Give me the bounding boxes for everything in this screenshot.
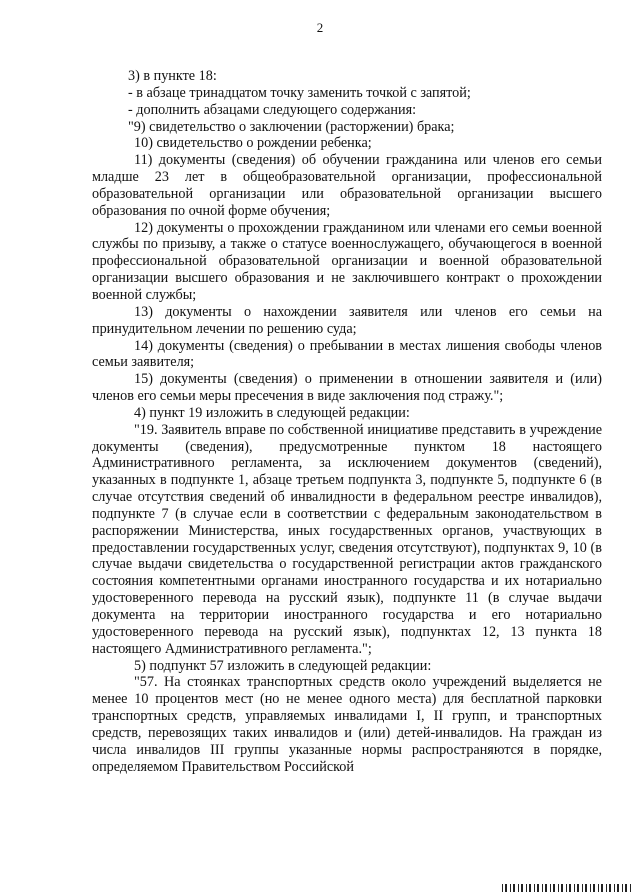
- paragraph: 14) документы (сведения) о пребывании в местах лишения свободы членов семьи заявителя;: [92, 337, 602, 371]
- paragraph: "19. Заявитель вправе по собственной инициативе представить в учреждение документы (сведения), предусмотренные пунктом 18 настоящего Административного регламента, за исключением документов (сведений), указанных в подпункте 1, абзаце третьем подпункта 3, подпункте 5, подпункте 6 (в случае отсутствия сведений об инвалидности в федеральном реестре инвалидов), подпункте 7 (в случае если в соответствии с федеральным законодательством в распоряжении Министерства, иных государственных органов, участвующих в предоставлении государственных услуг, сведения отсутствуют), подпунктах 9, 10 (в случае выдачи свидетельства о государственной регистрации актов гражданского состояния компетентными органами иностранного государства и их нотариально удостоверенного перевода на русский язык), подпункте 11 (в случае выдачи документа на территории иностранного государства и его нотариально удостоверенного перевода на русский язык), подпунктах 12, 13 пункта 18 настоящего Административного регламента.";: [92, 421, 602, 657]
- paragraph: 3) в пункте 18:: [128, 68, 217, 84]
- paragraph: 5) подпункт 57 изложить в следующей редакции:: [134, 657, 432, 674]
- paragraph: - дополнить абзацами следующего содержания:: [128, 101, 417, 118]
- paragraph: 4) пункт 19 изложить в следующей редакции:: [134, 404, 410, 421]
- scan-barcode-mark: [502, 884, 632, 892]
- paragraph: 11) документы (сведения) об обучении гражданина или членов его семьи младше 23 лет в общеобразовательной организации, профессиональной образовательной организации или образовательной организации высшего образования по очной форме обучения;: [92, 152, 602, 219]
- paragraph: "57. На стоянках транспортных средств около учреждений выделяется не менее 10 процентов мест (но не менее одного места) для бесплатной парковки транспортных средств, управляемых инвалидами I, II групп, и транспортных средств, перевозящих таких инвалидов и (или) детей-инвалидов. На граждан из числа инвалидов III группы указанные нормы распространяются в порядке, определяемом Правительством Российской: [92, 674, 602, 775]
- paragraph: 13) документы о нахождении заявителя или членов его семьи на принудительном лечении по решению суда;: [92, 303, 602, 337]
- document-body: [92, 68, 602, 775]
- paragraph: 12) документы о прохождении гражданином или членами его семьи военной службы по призыву, а также о статусе военнослужащего, обучающегося в военной профессиональной образовательной организации и военной образовательной организации высшего образования и не заключившего контракт о прохождении военной службы;: [92, 219, 602, 303]
- paragraph: - в абзаце тринадцатом точку заменить точкой с запятой;: [128, 84, 471, 101]
- page-number: 2: [316, 20, 324, 35]
- paragraph: 10) свидетельство о рождении ребенка;: [134, 135, 372, 152]
- paragraph: "9) свидетельство о заключении (расторжении) брака;: [128, 118, 455, 135]
- paragraph: 15) документы (сведения) о применении в отношении заявителя и (или) членов его семьи меры пресечения в виде заключения под стражу.";: [92, 371, 602, 405]
